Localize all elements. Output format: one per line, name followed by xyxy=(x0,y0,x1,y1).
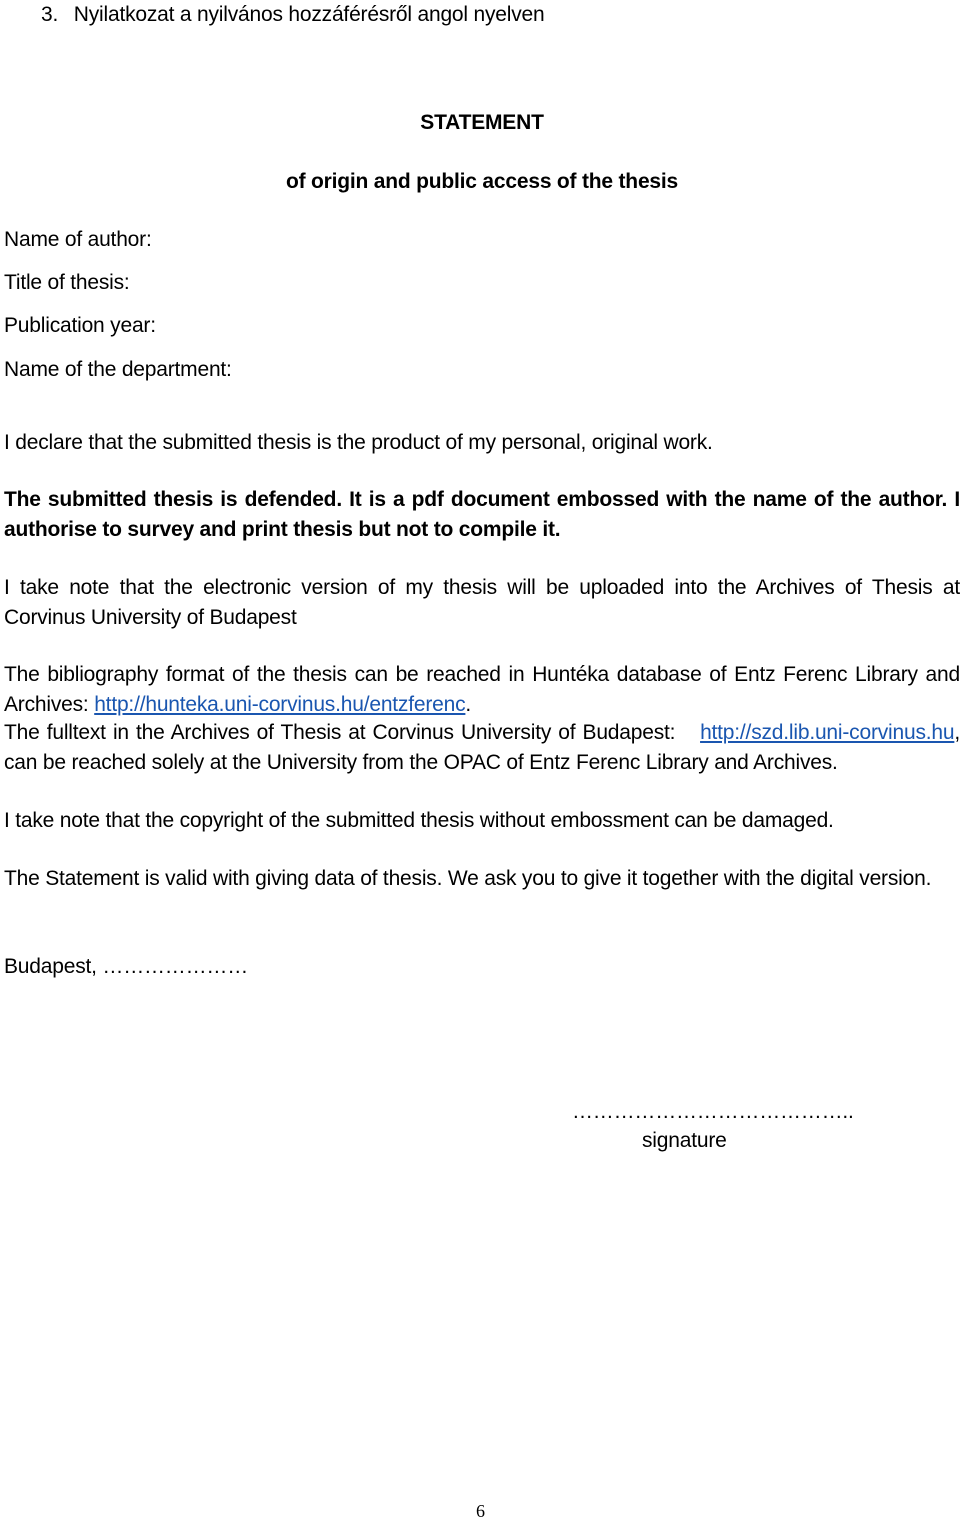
statement-subtitle: of origin and public access of the thesis xyxy=(285,170,679,193)
statement-title: STATEMENT xyxy=(420,111,544,134)
fulltext-prefix: The fulltext in the Archives of Thesis at Corvinus University of Budapest: xyxy=(4,721,683,744)
signature-label: signature xyxy=(642,1129,727,1152)
signature-dots: ………………………………….. xyxy=(572,1100,854,1123)
hunteka-link[interactable]: http://hunteka.uni-corvinus.hu/entzferenc xyxy=(94,693,466,716)
declaration-paragraph: I declare that the submitted thesis is the product of my personal, original work. xyxy=(4,431,713,454)
place-date-line: Budapest, ………………… xyxy=(4,955,249,978)
section-title: Nyilatkozat a nyilvános hozzáférésről angol nyelven xyxy=(73,3,545,26)
bibliography-paragraph-line2 xyxy=(4,690,471,719)
bibliography-paragraph-line1: The bibliography format of the thesis can be reached in Huntéka database of Entz Ferenc Library and xyxy=(4,663,960,686)
defended-paragraph-line2: authorise to survey and print thesis but not to compile it. xyxy=(4,518,561,541)
bibliography-suffix: . xyxy=(465,693,472,716)
copyright-paragraph: I take note that the copyright of the submitted thesis without embossment can be damaged. xyxy=(4,809,834,832)
field-author-label: Name of author: xyxy=(4,228,152,251)
section-heading xyxy=(41,0,545,29)
fulltext-suffix: , xyxy=(954,721,960,744)
validity-paragraph: The Statement is valid with giving data of thesis. We ask you to give it together with the digital version. xyxy=(4,867,932,890)
archive-paragraph-line1: I take note that the electronic version of my thesis will be uploaded into the Archives of Thesis at xyxy=(4,576,960,599)
bibliography-prefix: Archives: xyxy=(4,693,95,716)
section-number: 3. xyxy=(41,3,59,26)
defended-paragraph-line1: The submitted thesis is defended. It is a pdf document embossed with the name of the author. I xyxy=(4,488,960,511)
szd-link[interactable]: http://szd.lib.uni-corvinus.hu xyxy=(700,721,955,744)
field-title-label: Title of thesis: xyxy=(4,271,130,294)
field-year-label: Publication year: xyxy=(4,314,156,337)
page-number: 6 xyxy=(476,1501,485,1521)
archive-paragraph-line2: Corvinus University of Budapest xyxy=(4,606,297,629)
fulltext-paragraph-line1 xyxy=(4,718,960,747)
field-department-label: Name of the department: xyxy=(4,358,232,381)
fulltext-paragraph-line2: can be reached solely at the University from the OPAC of Entz Ferenc Library and Archives. xyxy=(4,751,838,774)
